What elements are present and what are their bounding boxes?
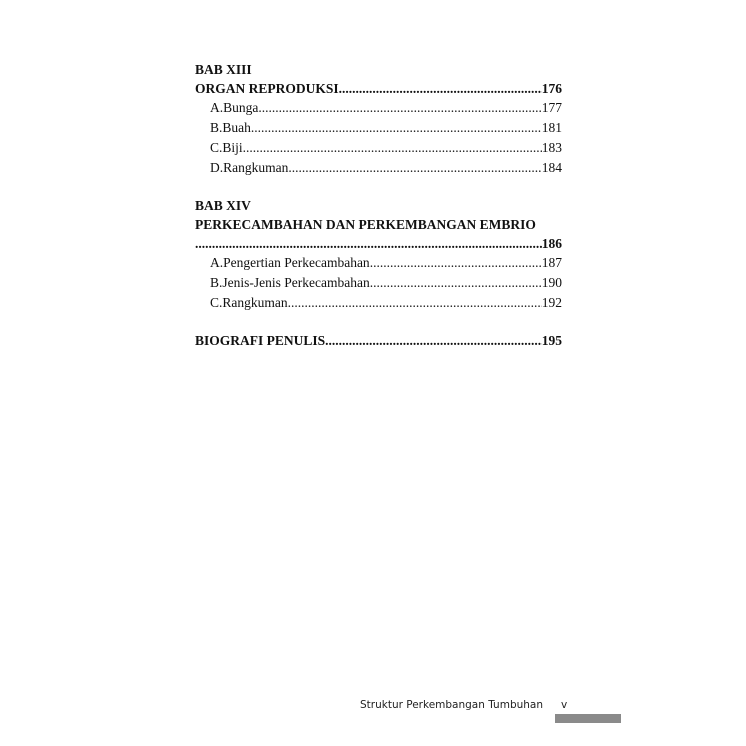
entry-letter: A. — [210, 255, 224, 270]
leader-dots — [370, 253, 542, 273]
page-number: 176 — [541, 81, 562, 96]
toc-entry[interactable] — [195, 158, 562, 178]
chapter-label: BAB XIV — [195, 198, 251, 213]
page-number: 187 — [541, 255, 562, 270]
leader-dots — [288, 158, 541, 178]
biography-title: BIOGRAFI PENULIS — [195, 333, 326, 348]
toc-entry[interactable] — [195, 273, 562, 293]
biography-entry[interactable] — [195, 331, 562, 350]
leader-dots — [251, 118, 542, 138]
page-number: 190 — [541, 275, 562, 290]
leader-dots — [243, 138, 542, 158]
page-footer — [360, 699, 567, 711]
entry-letter: B. — [210, 120, 223, 135]
leader-dots — [339, 79, 542, 98]
chapter-title-row[interactable] — [195, 79, 562, 98]
entry-title: Jenis-Jenis Perkecambahan — [222, 275, 370, 290]
toc-entry[interactable] — [195, 98, 562, 118]
footer-bar — [555, 714, 621, 723]
entry-letter: C. — [210, 295, 223, 310]
page-number: 195 — [541, 333, 562, 348]
page-number: 177 — [541, 100, 562, 115]
entry-title: Biji — [222, 140, 243, 155]
footer-title: Struktur Perkembangan Tumbuhan — [360, 699, 544, 711]
leader-dots — [258, 98, 541, 118]
toc-entry[interactable] — [195, 293, 562, 313]
chapter-title: ORGAN REPRODUKSI — [195, 81, 339, 96]
entry-letter: C. — [210, 140, 223, 155]
entry-title: Buah — [222, 120, 251, 135]
page-number: 186 — [541, 236, 562, 251]
chapter-14 — [195, 196, 562, 313]
chapter-13 — [195, 60, 562, 178]
entry-title: Pengertian Perkecambahan — [223, 255, 370, 270]
leader-dots — [325, 331, 542, 350]
page-number: 184 — [541, 160, 562, 175]
entry-title: Bunga — [223, 100, 259, 115]
entry-letter: A. — [210, 100, 224, 115]
entry-letter: B. — [210, 275, 223, 290]
chapter-title[interactable]: PERKECAMBAHAN DAN PERKEMBANGAN EMBRIO — [195, 217, 536, 232]
table-of-contents — [195, 60, 562, 350]
entry-title: Rangkuman — [223, 160, 289, 175]
page-number: 183 — [541, 140, 562, 155]
toc-entry[interactable] — [195, 138, 562, 158]
page-number: 181 — [541, 120, 562, 135]
footer-page-number: v — [561, 699, 568, 711]
chapter-label: BAB XIII — [195, 62, 252, 77]
chapter-page-row[interactable] — [195, 234, 562, 253]
entry-letter: D. — [210, 160, 224, 175]
leader-dots — [370, 273, 542, 293]
toc-entry[interactable] — [195, 118, 562, 138]
toc-entry[interactable] — [195, 253, 562, 273]
leader-dots — [288, 293, 542, 313]
page-number: 192 — [541, 295, 562, 310]
leader-dots — [195, 234, 542, 253]
entry-title: Rangkuman — [222, 295, 288, 310]
